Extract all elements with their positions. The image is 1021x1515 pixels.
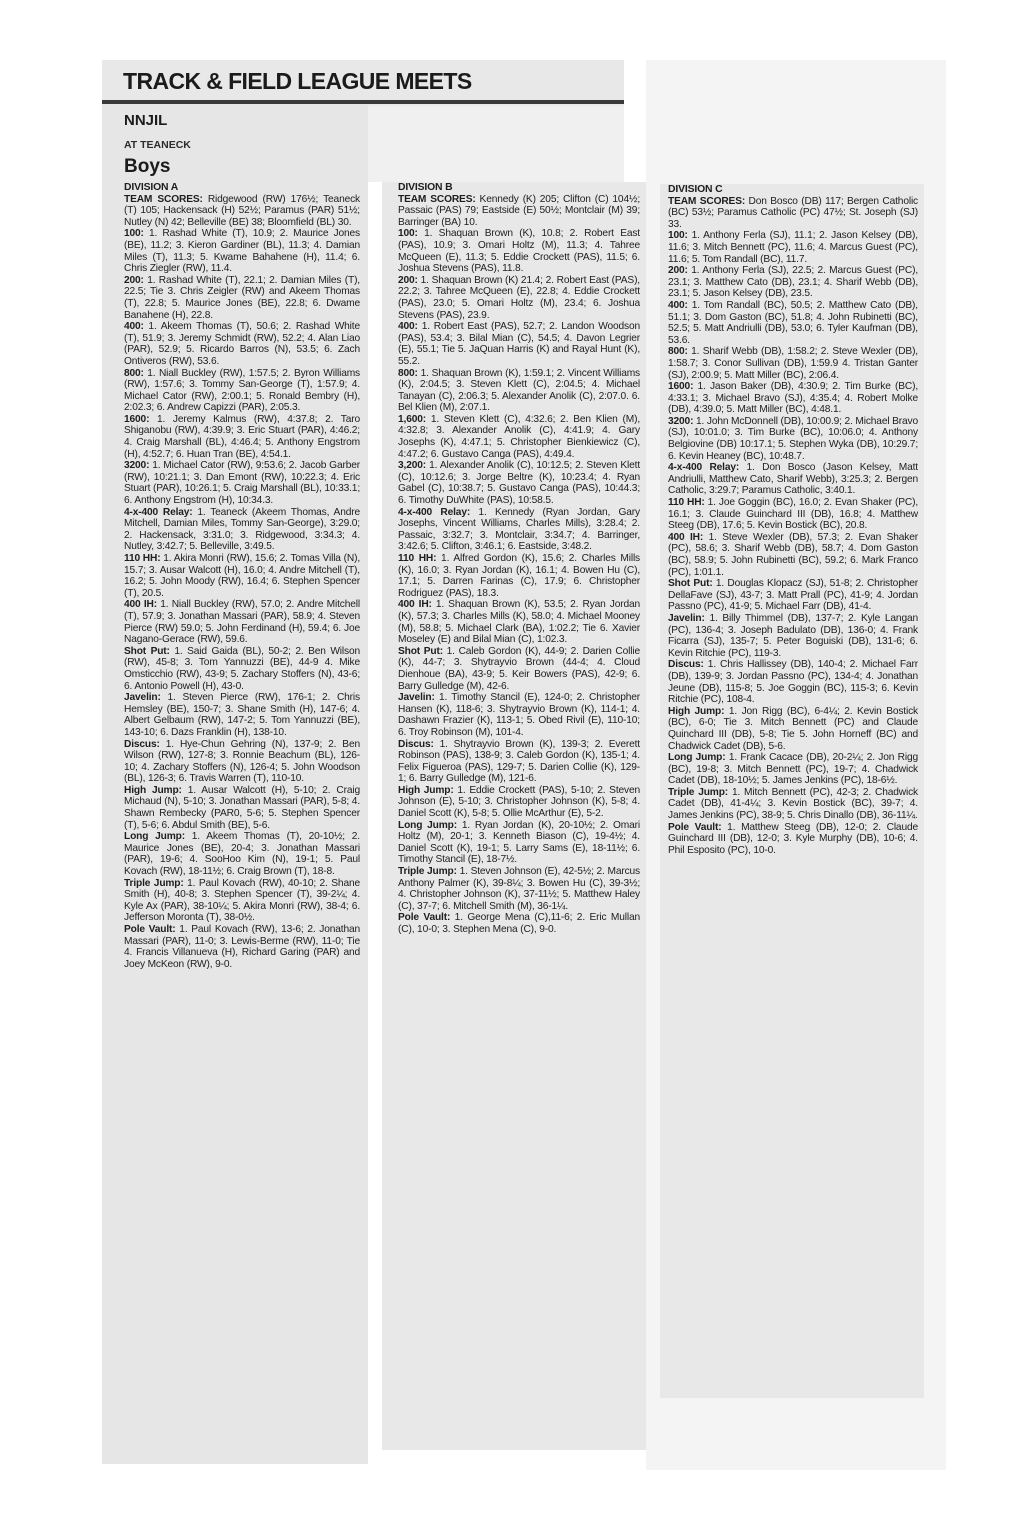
background-bleed xyxy=(368,104,624,182)
event-result xyxy=(668,787,918,822)
event-results-text: 1. Jeremy Kalmus (RW), 4:37.8; 2. Taro Shiganobu (RW), 4:39.9; 3. Eric Stuart (PAR), 4:46.2; 4. Craig Marshall (BL), 4:46.4; 5. Anthony Engstrom (H), 4:52.7; 6. Huan Tran (BE), 4:54.1. xyxy=(124,413,360,460)
event-results-text: 1. Eddie Crockett (PAS), 5-10; 2. Steven Johnson (E), 5-10; 3. Christopher Johnson (K), 5-8; 4. Daniel Scott (K), 5-8; 5. Ollie McArthur (E), 5-2. xyxy=(398,784,640,820)
event-result xyxy=(668,230,918,265)
event-results-text: Ridgewood (RW) 176½; Teaneck (T) 105; Hackensack (H) 52½; Paramus (PAR) 51½; Nutley (N) 42; Belleville (BE) 38; Bloomfield (BL) 30. xyxy=(124,193,360,228)
event-label: Discus: xyxy=(398,738,434,750)
event-result xyxy=(668,300,918,346)
event-result xyxy=(668,196,918,231)
event-result xyxy=(124,414,360,460)
event-results-text: 1. Akira Monri (RW), 15.6; 2. Tomas Villa (N), 15.7; 3. Ausar Walcott (H), 16.0; 4. Andre Mitchell (T), 16.2; 5. John Moody (RW), 16.4; 6. Stephen Spencer (T), 20.5. xyxy=(124,553,360,599)
event-result xyxy=(398,739,640,785)
event-result xyxy=(398,599,640,645)
event-results-text: 1. Tom Randall (BC), 50.5; 2. Matthew Cato (DB), 51.1; 3. Dom Gaston (BC), 51.8; 4. John Rubinetti (BC), 52.5; 5. Matt Andriulli (DB), 53.0; 6. Tyler Kaufman (DB), 53.6. xyxy=(668,299,918,346)
page-title: TRACK & FIELD LEAGUE MEETS xyxy=(123,68,472,94)
division-b-column xyxy=(382,182,646,1450)
event-label: 3200: xyxy=(124,460,150,472)
event-result xyxy=(124,507,360,553)
event-result xyxy=(398,912,640,935)
event-label: 1,600: xyxy=(398,413,426,425)
event-results-text: 1. Sharif Webb (DB), 1:58.2; 2. Steve Wexler (DB), 1:58.7; 3. Conor Sullivan (DB), 1:59.9 4. Tristan Ganter (SJ), 2:00.9; 5. Matt Miller (BC), 2:06.4. xyxy=(668,346,918,381)
event-result xyxy=(124,553,360,599)
event-result xyxy=(668,752,918,787)
event-label: 1600: xyxy=(668,381,694,393)
event-result xyxy=(398,507,640,553)
event-label: TEAM SCORES: xyxy=(124,193,203,205)
event-result xyxy=(124,275,360,321)
event-results-text: 1. Said Gaida (BL), 50-2; 2. Ben Wilson (RW), 45-8; 3. Tom Yannuzzi (BE), 44-9 4. Mike Omsticchio (RW), 43-9; 5. Zachary Stoffers (N), 43-6; 6. Antonio Powell (H), 43-0. xyxy=(124,645,360,692)
event-result xyxy=(668,462,918,497)
event-result xyxy=(124,831,360,877)
event-result xyxy=(668,578,918,613)
event-result xyxy=(668,497,918,532)
event-results-text: 1. Akeem Thomas (T), 50.6; 2. Rashad White (T), 51.9; 3. Jeremy Schmidt (RW), 52.2; 4. Alan Liao (PAR), 52.9; 5. Ricardo Barros (N), 53.5; 6. Zach Ontiveros (RW), 53.6. xyxy=(124,321,360,367)
event-results-text: 1. Alfred Gordon (K), 15.6; 2. Charles Mills (K), 16.0; 3. Ryan Jordan (K), 16.1; 4. Bowen Hu (C), 17.1; 5. Darren Farinas (C), 17.9; 6. Christopher Rodriguez (PAS), 18.3. xyxy=(398,553,640,599)
event-label: 800: xyxy=(398,367,418,379)
event-results-text: 1. Alexander Anolik (C), 10:12.5; 2. Steven Klett (C), 10:12.6; 3. Jorge Beltre (K), 10:23.4; 4. Ryan Gabel (C), 10:38.7; 5. Gustavo Canga (PAS), 10:44.3; 6. Timothy DuWhite (PAS), 10:58.5. xyxy=(398,460,640,507)
event-results-text: 1. Rashad White (T), 10.9; 2. Maurice Jones (BE), 11.2; 3. Kieron Gardiner (BL), 11.3; 4. Damian Miles (T), 11.3; 5. Kwame Bahahene (H), 11.4; 6. Chris Ziegler (RW), 11.4. xyxy=(124,228,360,275)
event-result xyxy=(124,924,360,970)
event-result xyxy=(668,416,918,462)
event-result xyxy=(124,878,360,924)
event-results-text: 1. Shytrayvio Brown (K), 139-3; 2. Everett Robinson (PAS), 138-9; 3. Caleb Gordon (K), 135-1; 4. Felix Figueroa (PAS), 129-7; 5. Darien Collie (K), 129-1; 6. Barry Gulledge (M), 121-6. xyxy=(398,738,640,785)
event-results-text: 1. Shaquan Brown (K), 53.5; 2. Ryan Jordan (K), 57.3; 3. Charles Mills (K), 58.0; 4. Michael Mooney (M), 58.8; 5. Michael Clark (BA), 1:02.2; Tie 6. Xavier Moseley (E) and Bilal Mian (C), 1:02.3. xyxy=(398,599,640,646)
event-label: 110 HH: xyxy=(668,497,705,509)
event-results-text: 1. Mitch Bennett (PC), 42-3; 2. Chadwick Cadet (DB), 41-4¼; 3. Kevin Bostick (BC), 39-7; 4. James Jenkins (PC), 38-9; 5. Chris Dinallo (DB), 36-11¼. xyxy=(668,786,918,822)
event-results-text: 1. Timothy Stancil (E), 124-0; 2. Christopher Hansen (K), 118-6; 3. Shytrayvio Brown (K), 114-1; 4. Dashawn Frazier (K), 113-1; 5. Obed Rivil (E), 110-10; 6. Troy Robinson (M), 101-4. xyxy=(398,692,640,738)
event-label: Javelin: xyxy=(398,692,435,704)
event-results-text: 1. Shaquan Brown (K), 1:59.1; 2. Vincent Williams (K), 2:04.5; 3. Steven Klett (C), 2:04.5; 4. Michael Tanayan (C), 2:06.3; 5. Alexander Anolik (C), 2:07.0. 6. Bel Klien (M), 2:07.1. xyxy=(398,367,640,414)
event-result xyxy=(398,692,640,738)
event-results-text: 1. Frank Cacace (DB), 20-2¼; 2. Jon Rigg (BC), 19-8; 3. Mitch Bennett (PC), 19-7; 4. Chadwick Cadet (DB), 18-10½; 5. James Jenkins (PC), 18-6½. xyxy=(668,752,918,787)
event-results-text: Don Bosco (DB) 117; Bergen Catholic (BC) 53½; Paramus Catholic (PC) 47½; St. Joseph (SJ) 33. xyxy=(668,195,918,230)
event-result xyxy=(124,228,360,274)
gender-heading: Boys xyxy=(124,156,171,177)
event-results-text: 1. Paul Kovach (RW), 13-6; 2. Jonathan Massari (PAR), 11-0; 3. Lewis-Berme (RW), 11-0; Tie 4. Francis Villanueva (H), Richard Garing (PAR) and Joey McKeon (RW), 9-0. xyxy=(124,924,360,970)
division-heading: DIVISION C xyxy=(668,184,723,195)
event-results-text: 1. Matthew Steeg (DB), 12-0; 2. Claude Guinchard III (DB), 12-0; 3. Kyle Murphy (DB), 10-6; 4. Phil Esposito (PC), 10-0. xyxy=(668,821,918,856)
meet-location: AT TEANECK xyxy=(124,139,191,151)
event-result xyxy=(398,194,640,229)
event-label: Javelin: xyxy=(668,612,705,624)
event-results-text: 1. Michael Cator (RW), 9:53.6; 2. Jacob Garber (RW), 10:21.1; 3. Dan Emont (RW), 10:22.3; 4. Eric Stuart (PAR), 10:26.1; 5. Craig Marshall (BL), 10:33.1; 6. Anthony Engstrom (H), 10:34.3. xyxy=(124,460,360,507)
event-results-text: 1. Steve Wexler (DB), 57.3; 2. Evan Shaker (PC), 58.6; 3. Sharif Webb (DB), 58.7; 4. Dom Gaston (BC), 58.9; 5. John Rubinetti (BC), 59.2; 6. Mark Franco (PC), 1:01.1. xyxy=(668,531,918,578)
event-result xyxy=(398,820,640,866)
event-label: Long Jump: xyxy=(668,752,726,764)
event-label: 400 IH: xyxy=(398,599,432,611)
event-result xyxy=(124,739,360,785)
event-result xyxy=(398,460,640,506)
event-results-text: 1. Paul Kovach (RW), 40-10; 2. Shane Smith (H), 40-8; 3. Stephen Spencer (T), 39-2¼; 4. Kyle Ax (PAR), 38-10¼; 5. Akira Monri (RW), 38-4; 6. Jefferson Moronta (T), 38-0½. xyxy=(124,877,360,924)
event-result xyxy=(124,194,360,229)
event-results-text: 1. Ryan Jordan (K), 20-10½; 2. Omari Holtz (M), 20-1; 3. Kenneth Biason (C), 19-4½; 4. Daniel Scott (K), 19-1; 5. Larry Sams (E), 18-11½; 6. Timothy Stancil (E), 18-7½. xyxy=(398,819,640,866)
event-label: 4-x-400 Relay: xyxy=(398,506,471,518)
event-label: 400 IH: xyxy=(124,599,157,611)
event-label: Pole Vault: xyxy=(668,821,722,833)
event-result xyxy=(668,532,918,578)
event-results-text: 1. Hye-Chun Gehring (N), 137-9; 2. Ben Wilson (RW), 127-8; 3. Ronnie Beachum (BL), 126-10; 4. Zachary Stoffers (N), 126-4; 5. John Woodson (BL), 126-3; 6. Travis Warren (T), 110-10. xyxy=(124,738,360,785)
division-heading: DIVISION B xyxy=(398,182,453,193)
event-label: 200: xyxy=(398,274,418,286)
event-label: TEAM SCORES: xyxy=(668,195,746,207)
event-results-text: 1. Jon Rigg (BC), 6-4¼; 2. Kevin Bostick (BC), 6-0; Tie 3. Mitch Bennett (PC) and Claude Quinchard III (DB), 5-8; Tie 5. John Horneff (BC) and Chadwick Cadet (DB), 5-6. xyxy=(668,705,918,752)
event-results-text: 1. Steven Klett (C), 4:32.6; 2. Ben Klien (M), 4:32.8; 3. Alexander Anolik (C), 4:41.9; 4. Gary Josephs (K), 4:47.1; 5. Christopher Bienkiewicz (C), 4:47.2; 6. Gustavo Canga (PAS), 4:49.4. xyxy=(398,413,640,460)
event-results-text: 1. Joe Goggin (BC), 16.0; 2. Evan Shaker (PC), 16.1; 3. Claude Guinchard III (DB), 16.8; 4. Matthew Steeg (DB), 17.6; 5. Kevin Bostick (BC), 20.8. xyxy=(668,497,918,532)
event-results-text: 1. Rashad White (T), 22.1; 2. Damian Miles (T), 22.5; Tie 3. Chris Zeigler (RW) and Akeem Thomas (T), 22.8; 5. Maurice Jones (BE), 22.8; 6. Dwame Banahene (H), 22.8. xyxy=(124,274,360,321)
event-label: 4-x-400 Relay: xyxy=(668,462,740,474)
event-results-text: 1. Chris Hallissey (DB), 140-4; 2. Michael Farr (DB), 139-9; 3. Jordan Passno (PC), 134-4; 4. Jonathan Jeune (DB), 115-8; 5. Joe Goggin (BC), 115-3; 6. Kevin Ritchie (PC), 108-4. xyxy=(668,659,918,706)
event-label: 1600: xyxy=(124,413,150,425)
event-label: Discus: xyxy=(668,659,704,671)
event-result xyxy=(124,460,360,506)
event-label: 200: xyxy=(124,274,144,286)
event-results-text: 1. Steven Pierce (RW), 176-1; 2. Chris Hemsley (BE), 150-7; 3. Shane Smith (H), 147-6; 4. Albert Gelbaum (RW), 147-2; 5. Tom Yannuzzi (BE), 143-10; 6. Dazs Franklin (H), 138-10. xyxy=(124,692,360,738)
event-results-text: 1. Teaneck (Akeem Thomas, Andre Mitchell, Damian Miles, Tommy San-George), 3:29.0; 2. Hackensack, 3:31.0; 3. Ridgewood, 3:34.3; 4. Nutley, 3:42.7; 5. Belleville, 3:49.5. xyxy=(124,506,360,553)
event-label: Triple Jump: xyxy=(398,866,457,878)
event-results-text: 1. Niall Buckley (RW), 57.0; 2. Andre Mitchell (T), 57.9; 3. Jonathan Massari (PAR), 58.9; 4. Steven Pierce (RW) 59.0; 5. John Ferdinand (H), 59.4; 6. Joe Nagano-Gerace (RW), 59.6. xyxy=(124,599,360,646)
event-results-text: 1. Douglas Klopacz (SJ), 51-8; 2. Christopher DellaFave (SJ), 43-7; 3. Matt Prall (PC), 41-9; 4. Jordan Passno (PC), 41-9; 5. Michael Farr (DB), 41-4. xyxy=(668,578,918,613)
event-results-text: 1. George Mena (C),11-6; 2. Eric Mullan (C), 10-0; 3. Stephen Mena (C), 9-0. xyxy=(398,912,640,935)
event-label: Pole Vault: xyxy=(398,912,451,924)
event-label: 400: xyxy=(668,299,688,311)
event-label: Long Jump: xyxy=(398,819,457,831)
event-result xyxy=(668,346,918,381)
event-results-text: 1. Kennedy (Ryan Jordan, Gary Josephs, Vincent Williams, Charles Mills), 3:28.4; 2. Passaic, 3:32.7; 3. Montclair, 3:34.7; 4. Barringer, 3:42.6; 5. Clifton, 3:46.1; 6. Eastside, 3:48.2. xyxy=(398,506,640,553)
league-name: NNJIL xyxy=(124,112,168,129)
event-label: 800: xyxy=(668,346,688,358)
event-result xyxy=(398,368,640,414)
event-result xyxy=(668,822,918,857)
event-results-text: 1. Robert East (PAS), 52.7; 2. Landon Woodson (PAS), 53.4; 3. Bilal Mian (C), 54.5; 4. Davon Legrier (E), 55.1; Tie 5. JaQuan Harris (K) and Rayal Hunt (K), 55.2. xyxy=(398,321,640,367)
event-label: 100: xyxy=(124,228,144,240)
event-results-text: 1. John McDonnell (DB), 10:00.9; 2. Michael Bravo (SJ), 10:01.0; 3. Tim Burke (BC), 10:06.0; 4. Anthony Belgiovine (DB) 10:17.1; 5. Stephen Wyka (DB), 10:29.7; 6. Kevin Heaney (BC), 10:48.7. xyxy=(668,415,918,462)
event-results-text: 1. Ausar Walcott (H), 5-10; 2. Craig Michaud (N), 5-10; 3. Jonathan Massari (PAR), 5-8; 4. Shawn Rembecky (PAR0, 5-6; 5. Stephen Spencer (T), 5-6; 6. Abdul Smith (BE), 5-6. xyxy=(124,784,360,831)
event-result xyxy=(398,646,640,692)
event-label: Long Jump: xyxy=(124,831,185,843)
event-result xyxy=(398,275,640,321)
event-result xyxy=(668,265,918,300)
event-label: 400: xyxy=(124,321,144,333)
event-label: 100: xyxy=(668,230,688,242)
event-results-text: 1. Steven Johnson (E), 42-5½; 2. Marcus Anthony Palmer (K), 39-8¼; 3. Bowen Hu (C), 39-3½; 4. Christopher Johnson (K), 37-11½; 5. Matthew Haley (C), 37-7; 6. Mitchell Smith (M), 36-1¼. xyxy=(398,866,640,912)
event-result xyxy=(668,381,918,416)
event-result xyxy=(398,321,640,367)
event-result xyxy=(398,785,640,820)
event-results-text: 1. Anthony Ferla (SJ), 22.5; 2. Marcus Guest (PC), 23.1; 3. Matthew Cato (DB), 23.1; 4. Sharif Webb (DB), 23.1; 5. Jason Kelsey (DB), 23.5. xyxy=(668,265,918,300)
event-results-text: 1. Shaquan Brown (K), 10.8; 2. Robert East (PAS), 10.9; 3. Omari Holtz (M), 11.3; 4. Tahree McQueen (E), 11.3; 5. Eddie Crockett (PAS), 11.5; 6. Joshua Stevens (PAS), 11.8. xyxy=(398,228,640,275)
event-label: 110 HH: xyxy=(398,553,437,564)
event-results-text: 1. Akeem Thomas (T), 20-10½; 2. Maurice Jones (BE), 20-4; 3. Jonathan Massari (PAR), 19-6; 4. SooHoo Kim (N), 19-1; 5. Paul Kovach (RW), 18-11½; 6. Craig Brown (T), 18-8. xyxy=(124,831,360,878)
event-label: 800: xyxy=(124,367,144,379)
event-results-text: 1. Anthony Ferla (SJ), 11.1; 2. Jason Kelsey (DB), 11.6; 3. Mitch Bennett (PC), 11.6; 4. Marcus Guest (PC), 11.6; 5. Tom Randall (BC), 11.7. xyxy=(668,230,918,265)
event-result xyxy=(398,866,640,912)
division-a-column xyxy=(102,182,368,1464)
event-result xyxy=(398,228,640,274)
event-results-text: 1. Caleb Gordon (K), 44-9; 2. Darien Collie (K), 44-7; 3. Shytrayvio Brown (44-4; 4. Cloud Dienhoue (BA), 43-9; 5. Keir Bowers (PAS), 42-9; 6. Barry Gulledge (M), 42-6. xyxy=(398,645,640,692)
event-label: High Jump: xyxy=(668,705,725,717)
event-label: Shot Put: xyxy=(398,645,443,657)
event-results-text: 1. Jason Baker (DB), 4:30.9; 2. Tim Burke (BC), 4:33.1; 3. Michael Bravo (SJ), 4:35.4; 4. Robert Molke (DB), 4:39.0; 5. Matt Miller (BC), 4:48.1. xyxy=(668,381,918,416)
event-result xyxy=(124,321,360,367)
event-label: 3200: xyxy=(668,415,694,427)
event-label: 400 IH: xyxy=(668,531,704,543)
event-label: 110 HH: xyxy=(124,553,161,564)
event-result xyxy=(124,692,360,738)
event-label: Discus: xyxy=(124,738,160,750)
event-results-text: 1. Don Bosco (Jason Kelsey, Matt Andriulli, Matthew Cato, Sharif Webb), 3:25.3; 2. Bergen Catholic, 3:29.7; Paramus Catholic, 3:40.1. xyxy=(668,462,918,497)
event-results-text: Kennedy (K) 205; Clifton (C) 104½; Passaic (PAS) 79; Eastside (E) 50½; Montclair (M) 39; Barringer (BA) 10. xyxy=(398,193,640,228)
event-label: 3,200: xyxy=(398,460,426,472)
event-label: Shot Put: xyxy=(668,578,713,590)
event-result xyxy=(398,553,640,599)
event-label: Triple Jump: xyxy=(668,786,729,798)
event-result xyxy=(124,646,360,692)
event-result xyxy=(398,414,640,460)
event-result xyxy=(124,785,360,831)
event-results-text: 1. Shaquan Brown (K) 21.4; 2. Robert East (PAS), 22.2; 3. Tahree McQueen (E), 22.8; 4. Eddie Crockett (PAS), 23.0; 5. Omari Holtz (M), 23.4; 6. Joshua Stevens (PAS), 23.9. xyxy=(398,274,640,321)
event-result xyxy=(668,659,918,705)
event-label: 400: xyxy=(398,321,418,333)
event-label: Javelin: xyxy=(124,692,161,704)
event-label: Pole Vault: xyxy=(124,924,176,935)
event-label: High Jump: xyxy=(124,784,182,796)
event-results-text: 1. Billy Thimmel (DB), 137-7; 2. Kyle Langan (PC), 136-4; 3. Joseph Badulato (DB), 136-0; 4. Frank Ficarra (SJ), 135-7; 5. Peter Boguiski (DB), 131-6; 6. Kevin Ritchie (PC), 119-3. xyxy=(668,612,918,659)
event-label: TEAM SCORES: xyxy=(398,193,476,205)
event-result xyxy=(668,613,918,659)
event-result xyxy=(124,599,360,645)
event-label: High Jump: xyxy=(398,784,454,796)
event-label: Triple Jump: xyxy=(124,877,184,889)
event-result xyxy=(124,368,360,414)
event-label: 100: xyxy=(398,228,418,240)
event-label: 4-x-400 Relay: xyxy=(124,506,193,518)
division-c-column xyxy=(660,184,924,1398)
event-results-text: 1. Niall Buckley (RW), 1:57.5; 2. Byron Williams (RW), 1:57.6; 3. Tommy San-George (T), 1:57.9; 4. Michael Cator (RW), 2:00.1; 5. Ronald Bembry (H), 2:02.3; 6. Andrew Capizzi (PAR), 2:05.3. xyxy=(124,367,360,414)
division-heading: DIVISION A xyxy=(124,182,179,193)
event-label: 200: xyxy=(668,265,688,277)
event-result xyxy=(668,706,918,752)
event-label: Shot Put: xyxy=(124,645,170,657)
